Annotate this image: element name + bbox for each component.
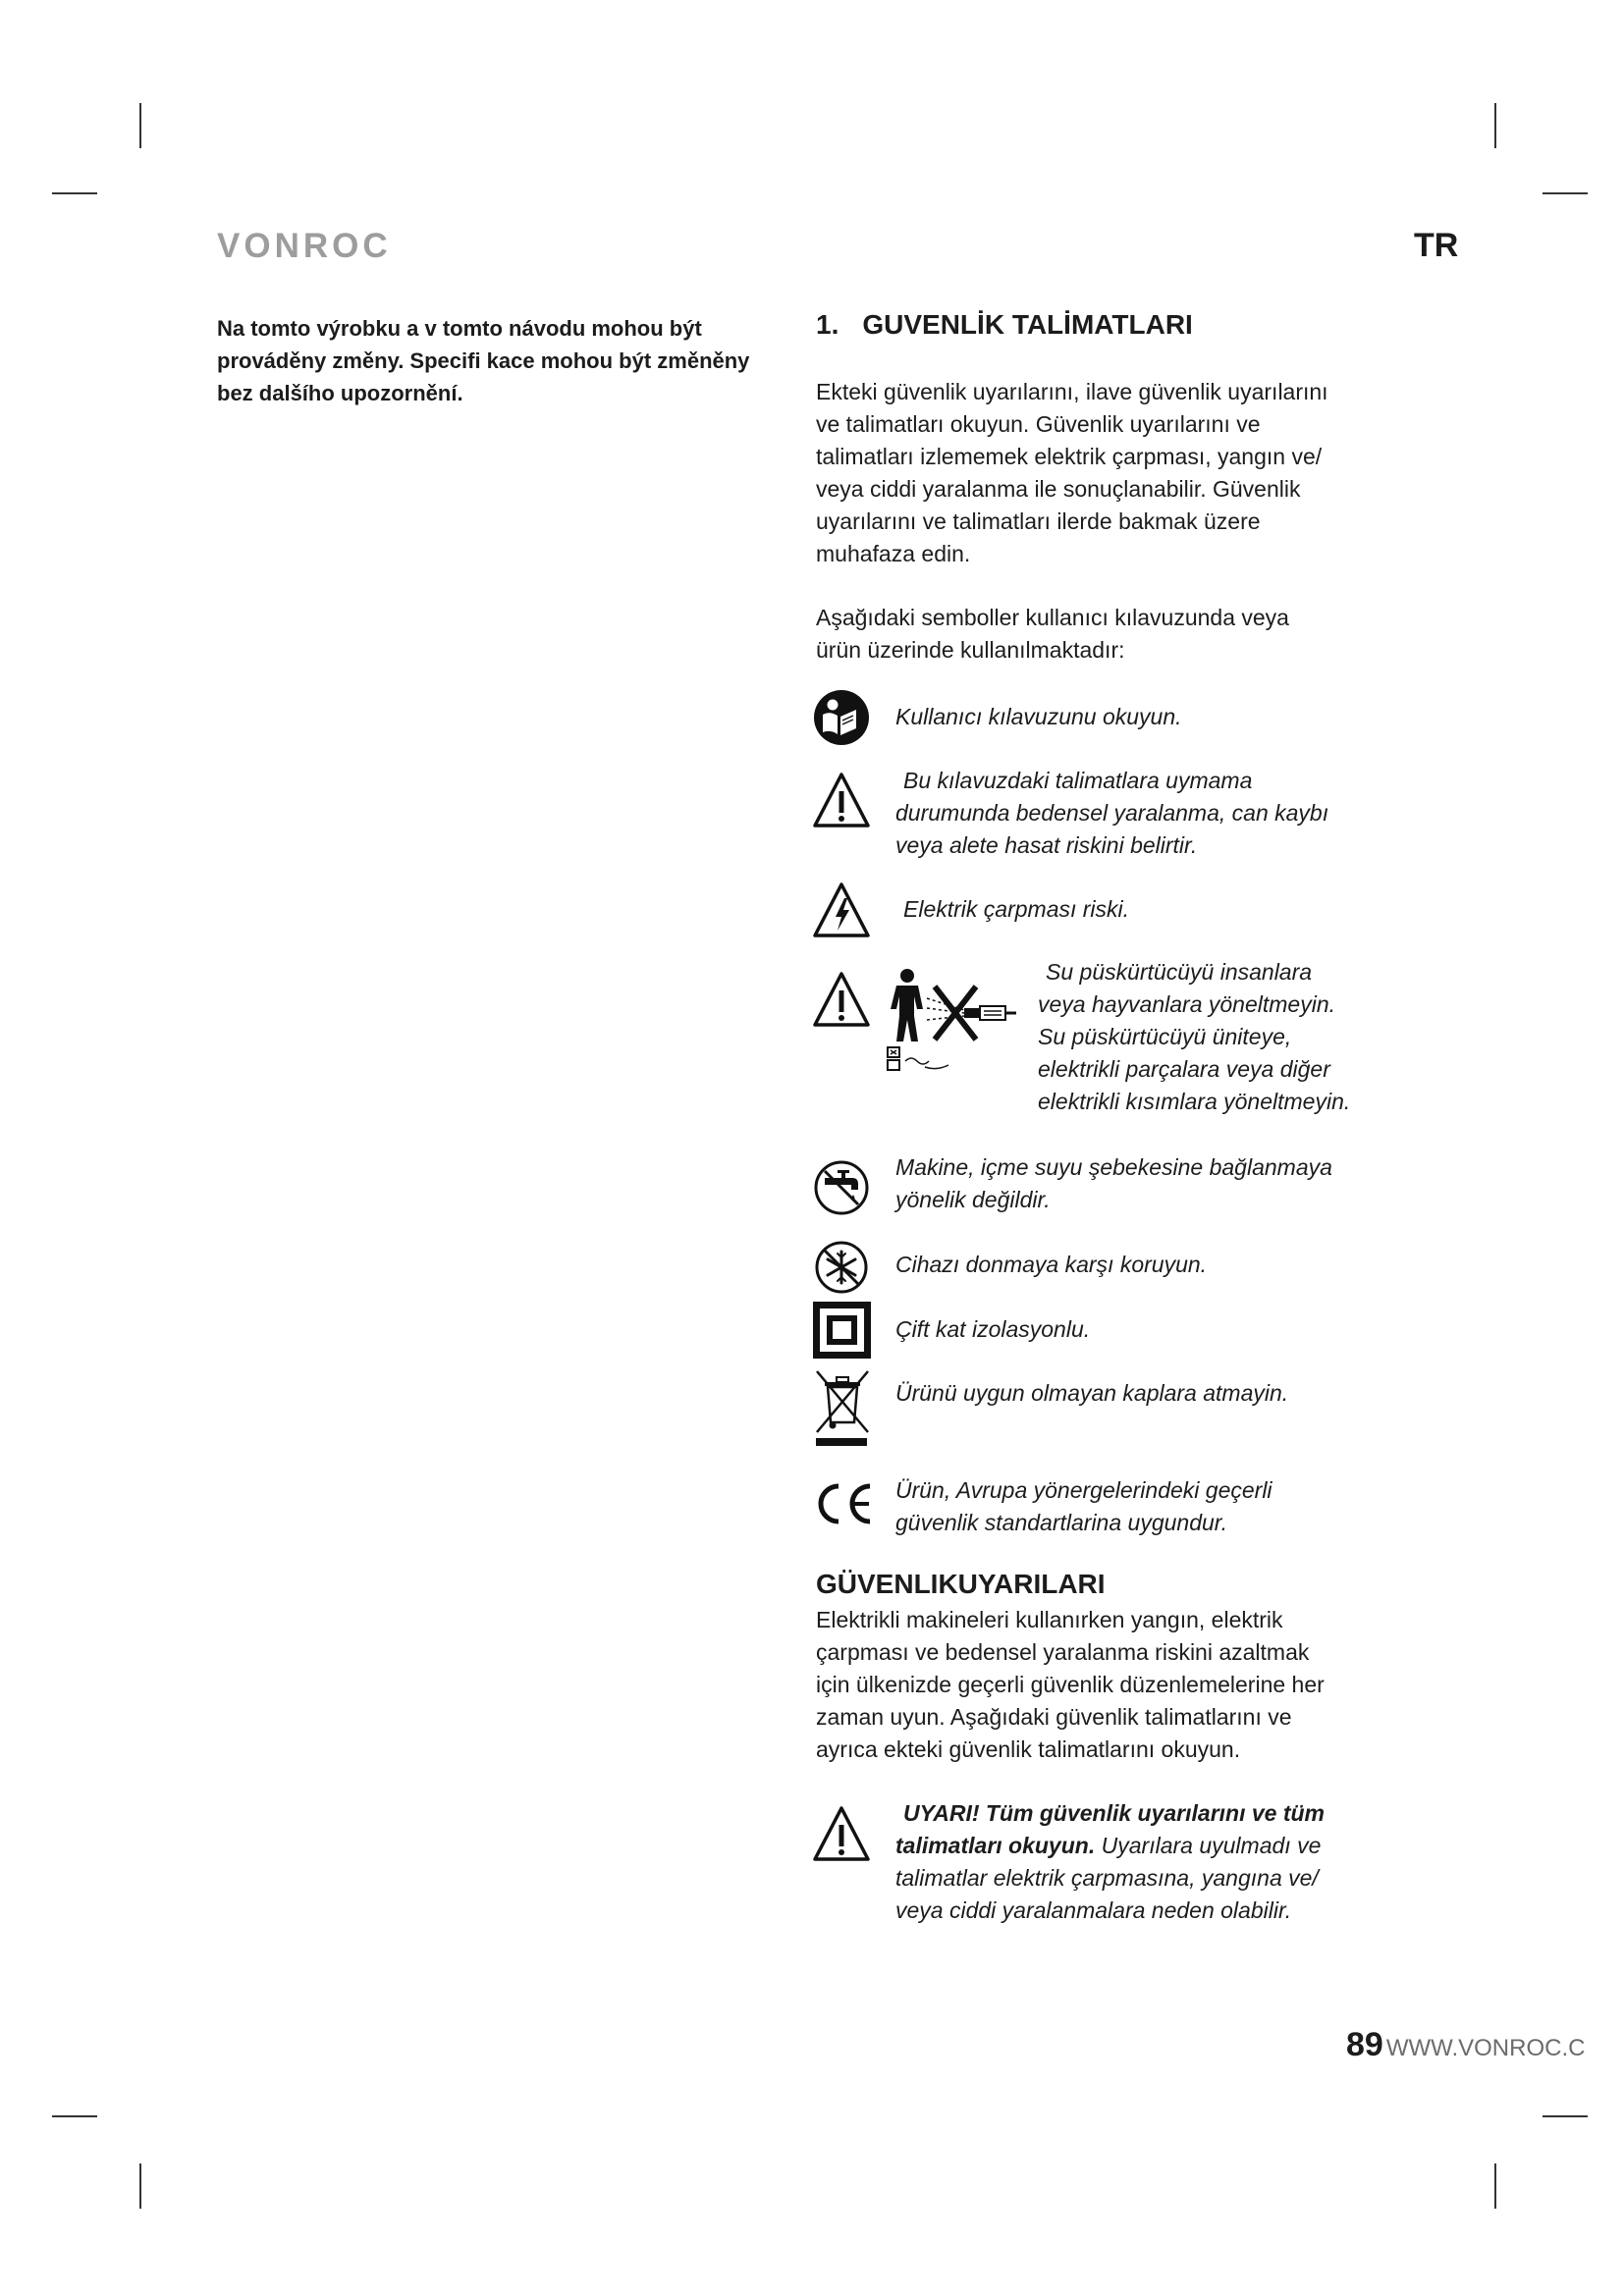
paragraph-line: için ülkenizde geçerli güvenlik düzenlemelerine her (816, 1672, 1325, 1697)
symbol-description (895, 1151, 1332, 1216)
warnings-paragraph (816, 1604, 1325, 1766)
notice-line: Na tomto výrobku a v tomto návodu mohou být (217, 316, 702, 341)
warning-text: Uyarılara uyulmadı ve (1101, 1833, 1322, 1858)
section-title: GUVENLİK TALİMATLARI (862, 309, 1193, 340)
crop-mark (1543, 2115, 1588, 2117)
paragraph-line: veya ciddi yaralanma ile sonuçlanabilir. Güvenlik (816, 476, 1301, 502)
warning-triangle-icon (812, 970, 871, 1029)
symbol-line: elektrikli parçalara veya diğer (1038, 1056, 1330, 1082)
warning-note (895, 1797, 1325, 1927)
warning-triangle-icon (812, 1804, 871, 1863)
warning-line: veya ciddi yaralanmalara neden olabilir. (895, 1897, 1292, 1923)
paragraph-line: Ekteki güvenlik uyarılarını, ilave güvenlik uyarılarını (816, 379, 1328, 404)
protect-from-frost-icon (814, 1240, 869, 1295)
warning-line (895, 1830, 1325, 1862)
warnings-heading: GÜVENLIKUYARILARI (816, 1569, 1106, 1599)
symbol-line: Makine, içme suyu şebekesine bağlanmaya (895, 1154, 1332, 1180)
crop-mark (139, 103, 141, 148)
warning-line: talimatlar elektrik çarpmasına, yangına ve/ (895, 1865, 1319, 1891)
double-insulation-icon (813, 1302, 871, 1359)
electric-shock-triangle-icon (812, 881, 871, 939)
warning-bold-text: UYARI! Tüm güvenlik uyarılarını ve tüm (903, 1800, 1325, 1826)
paragraph-line: Elektrikli makineleri kullanırken yangın, elektrik (816, 1607, 1283, 1632)
symbols-intro (816, 602, 1289, 667)
paragraph-line: muhafaza edin. (816, 541, 971, 566)
symbol-description (895, 1249, 1207, 1281)
symbol-description (895, 1377, 1288, 1410)
page-number: 89 (1346, 2026, 1383, 2063)
website-url: WWW.VONROC.C (1385, 2035, 1586, 2061)
warning-bold-text: talimatları okuyun. (895, 1833, 1096, 1858)
change-notice (217, 312, 749, 409)
symbol-description (895, 893, 1129, 926)
crop-mark (52, 192, 97, 194)
warning-triangle-icon (812, 771, 871, 829)
page-footer (1346, 2027, 1585, 2066)
symbol-line: Su püskürtücüyü insanlara (1046, 959, 1313, 985)
ce-mark-icon (813, 1480, 874, 1527)
symbol-line: yönelik değildir. (895, 1187, 1051, 1212)
crop-mark (139, 2163, 141, 2209)
crop-mark (1494, 103, 1496, 148)
symbol-line: Ürün, Avrupa yönergelerindeki geçerli (895, 1477, 1272, 1503)
read-manual-icon (812, 688, 871, 747)
crop-mark (52, 2115, 97, 2117)
symbol-line: Çift kat izolasyonlu. (895, 1316, 1091, 1342)
symbol-line: Kullanıcı kılavuzunu okuyun. (895, 704, 1182, 729)
crop-mark (1543, 192, 1588, 194)
paragraph-line: ayrıca ekteki güvenlik talimatlarını okuyun. (816, 1736, 1241, 1762)
no-drinking-water-connection-icon (812, 1158, 871, 1217)
symbol-description (895, 1474, 1272, 1539)
symbol-line: durumunda bedensel yaralanma, can kaybı (895, 800, 1329, 826)
symbol-line: Elektrik çarpması riski. (903, 896, 1130, 922)
intro-paragraph (816, 376, 1328, 570)
symbol-line: Cihazı donmaya karşı koruyun. (895, 1252, 1208, 1277)
section-heading (816, 306, 1193, 344)
symbol-description (895, 701, 1182, 733)
paragraph-line: çarpması ve bedensel yaralanma riskini azaltmak (816, 1639, 1310, 1665)
symbol-line: güvenlik standartlarina uygundur. (895, 1510, 1227, 1535)
no-spray-at-people-icon (886, 967, 1018, 1073)
symbol-line: veya alete hasat riskini belirtir. (895, 832, 1198, 858)
paragraph-line: ve talimatları okuyun. Güvenlik uyarılarını ve (816, 411, 1261, 437)
paragraph-line: zaman uyun. Aşağıdaki güvenlik talimatlarını ve (816, 1704, 1292, 1730)
paragraph-line: Aşağıdaki semboller kullanıcı kılavuzunda veya (816, 605, 1289, 630)
symbol-line: elektrikli kısımlara yöneltmeyin. (1038, 1089, 1351, 1114)
symbol-description (1038, 956, 1350, 1118)
symbol-line: Su püskürtücüyü üniteye, (1038, 1024, 1292, 1049)
crossed-bin-icon (814, 1367, 871, 1446)
symbol-description (895, 1313, 1090, 1346)
notice-line: prováděny změny. Specifi kace mohou být změněny (217, 348, 750, 373)
symbol-description (895, 765, 1328, 862)
notice-line: bez dalšího upozornění. (217, 381, 463, 405)
paragraph-line: ürün üzerinde kullanılmaktadır: (816, 637, 1125, 663)
paragraph-line: talimatları izlememek elektrik çarpması, yangın ve/ (816, 444, 1323, 469)
brand-logo: VONROC (217, 227, 392, 265)
warning-line (895, 1797, 1325, 1830)
section-number: 1. (816, 309, 839, 340)
symbol-line: veya hayvanlara yöneltmeyin. (1038, 991, 1335, 1017)
language-code: TR (1414, 227, 1459, 264)
symbol-line: Ürünü uygun olmayan kaplara atmayin. (895, 1380, 1289, 1406)
symbol-line: Bu kılavuzdaki talimatlara uymama (903, 768, 1253, 793)
paragraph-line: uyarılarını ve talimatları ilerde bakmak üzere (816, 508, 1261, 534)
crop-mark (1494, 2163, 1496, 2209)
